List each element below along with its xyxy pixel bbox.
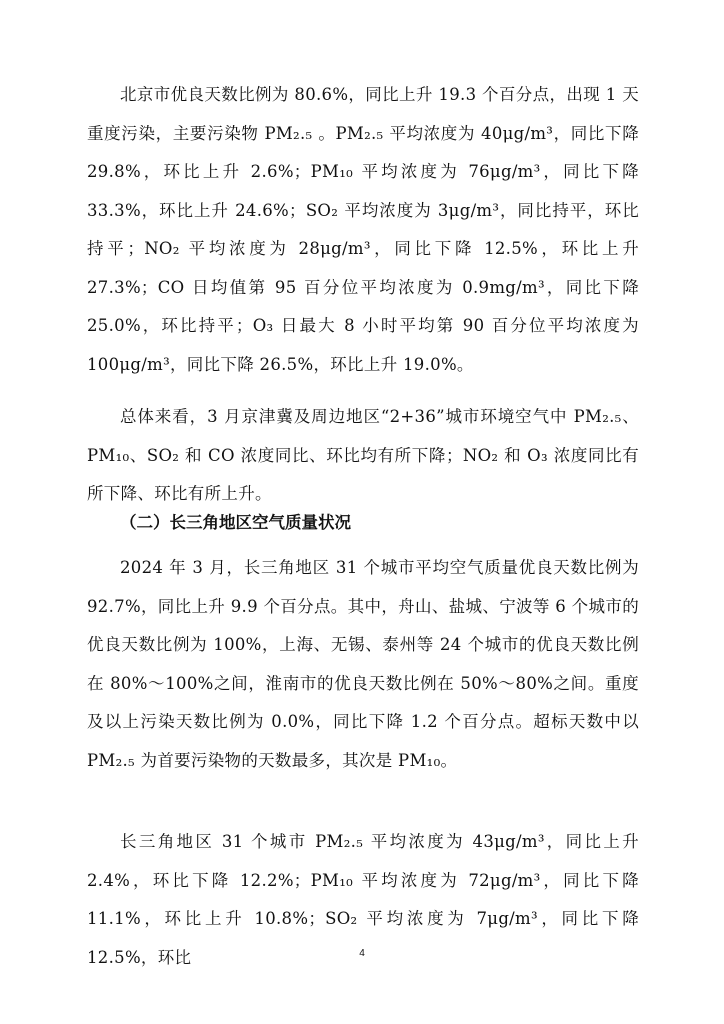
- paragraph-yangtze-delta-pollutants: 长三角地区 31 个城市 PM₂.₅ 平均浓度为 43μg/m³，同比上升 2.4%，环比下降 12.2%；PM₁₀ 平均浓度为 72μg/m³，同比下降 11.1%，环比上升 10.8%；SO₂ 平均浓度为 7μg/m³，同比下降 12.5%，环比: [87, 832, 639, 967]
- paragraph-jingjinji-summary: 总体来看，3 月京津冀及周边地区“2+36”城市环境空气中 PM₂.₅、PM₁₀、SO₂ 和 CO 浓度同比、环比均有所下降；NO₂ 和 O₃ 浓度同比有所下降、环比有所上升。: [87, 407, 639, 503]
- section-heading: （二）长三角地区空气质量状况: [120, 513, 351, 532]
- page-number: 4: [359, 948, 365, 959]
- paragraph-beijing-air-quality: 北京市优良天数比例为 80.6%，同比上升 19.3 个百分点，出现 1 天重度污染，主要污染物 PM₂.₅ 。PM₂.₅ 平均浓度为 40μg/m³，同比下降 29.8%，环比上升 2.6%；PM₁₀ 平均浓度为 76μg/m³，同比下降 33.3%，环比上升 24.6%；SO₂ 平均浓度为 3μg/m³，同比持平，环比持平；NO₂ 平均浓度为 28μg/m³，同比下降 12.5%，环比上升 27.3%；CO 日均值第 95 百分位平均浓度为 0.9mg/m³，同比下降 25.0%，环比持平；O₃ 日最大 8 小时平均第 90 百分位平均浓度为 100μg/m³，同比下降 26.5%，环比上升 19.0%。: [87, 85, 639, 374]
- paragraph-yangtze-delta-days: 2024 年 3 月，长三角地区 31 个城市平均空气质量优良天数比例为 92.7%，同比上升 9.9 个百分点。其中，舟山、盐城、宁波等 6 个城市的优良天数比例为 100%，上海、无锡、泰州等 24 个城市的优良天数比例在 80%～100%之间，淮南市的优良天数比例在 50%～80%之间。重度及以上污染天数比例为 0.0%，同比下降 1.2 个百分点。超标天数中以 PM₂.₅ 为首要污染物的天数最多，其次是 PM₁₀。: [87, 558, 639, 770]
